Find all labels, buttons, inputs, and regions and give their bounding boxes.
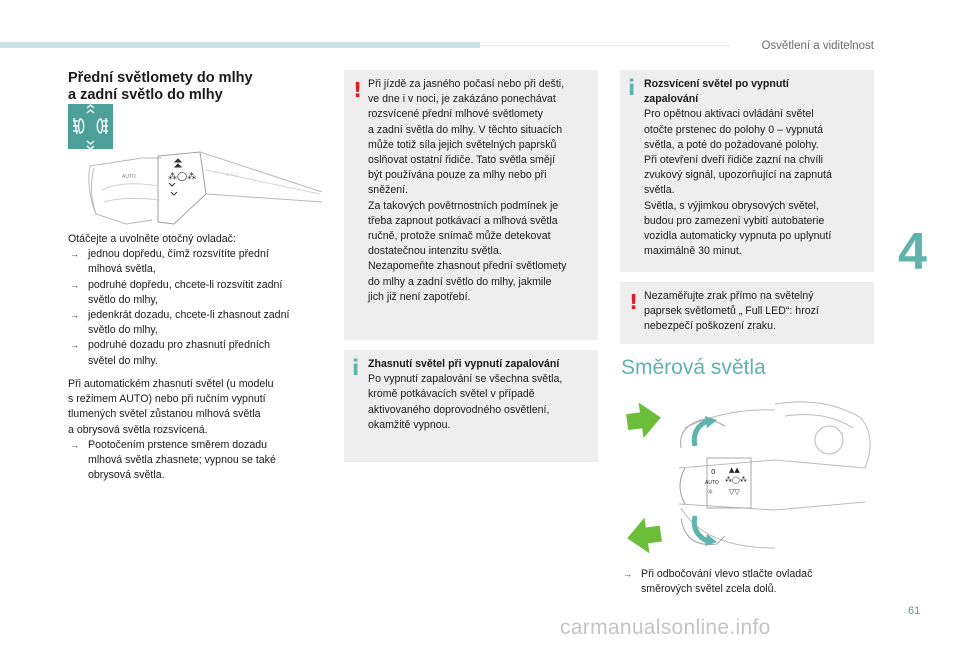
svg-text:⁂◯⁂: ⁂◯⁂ — [168, 172, 197, 182]
svg-text:▲▲: ▲▲ — [729, 466, 740, 474]
list-item: → jednou dopředu, čímž rozsvítíte přední mlhová světla, — [68, 247, 330, 277]
svg-text:AUTO: AUTO — [122, 174, 136, 180]
list-item: → podruhé dozadu pro zhasnutí předních světel do mlhy. — [68, 338, 330, 368]
fog-intro: Otáčejte a uvolněte otočný ovladač: — [68, 233, 236, 245]
fog-auto-bullet — [68, 438, 330, 484]
turn-signal-illustration — [625, 398, 875, 563]
turn-right-arrow-icon — [625, 400, 663, 440]
fog-bullet-list — [68, 247, 330, 369]
list-item: → Pootočením prstence směrem dozadu mlhová světla zhasnete; vypnou se také obrysová světla. — [68, 438, 330, 484]
warning-box-fog — [344, 70, 598, 340]
list-item: → Při odbočování vlevo stlačte ovladač směrových světel zcela dolů. — [621, 567, 883, 597]
svg-text:⁂◯⁂: ⁂◯⁂ — [725, 476, 747, 484]
svg-text:▽▽: ▽▽ — [729, 488, 740, 496]
info-icon: i — [352, 356, 360, 380]
warning-box-led-text: Nezaměřujte zrak přímo na světelný paprsek světlometů „ Full LED“: hrozí nebezpečí poškození zraku. — [644, 290, 819, 333]
fog-lights-icon — [68, 104, 113, 149]
warning-box-text: Při jízdě za jasného počasí nebo při dešti, ve dne i v noci, je zakázáno ponechávat rozsvícené přední mlhové světlomety a zadní světla do mlhy. V těchto situacích může totiž síla jejich světelných paprsků oslňovat ostatní řidiče. Tato světla smějí být používána pouze za mlhy nebo při sněžení. Za takových povětrnostních podmínek je třeba zapnout potkávací a mlhová světla ručně, protože snímač může detekovat dostatečnou intenzitu světla. Nezapomeňte zhasnout přední světlomety do mlhy a zadní světlo do mlhy, jakmile jich již není zapotřebí. — [368, 78, 567, 303]
warning-icon: ! — [353, 78, 363, 102]
fog-title-line-1: Přední světlomety do mlhy — [68, 70, 253, 86]
fog-title-line-2: a zadní světlo do mlhy — [68, 87, 223, 103]
page-number: 61 — [908, 605, 921, 617]
info-box-ignition-off — [344, 350, 598, 462]
svg-text:AUTO: AUTO — [705, 480, 719, 486]
list-item: → podruhé dopředu, chcete-li rozsvítit zadní světlo do mlhy, — [68, 278, 330, 308]
fog-instructions — [68, 232, 330, 369]
turn-signal-instructions — [621, 567, 883, 597]
warning-icon: ! — [629, 290, 639, 314]
header-rule-thin — [480, 45, 730, 46]
svg-text:☼: ☼ — [707, 488, 714, 496]
warning-box-led — [620, 282, 874, 344]
fog-section-title — [68, 70, 253, 104]
fog-auto-paragraph: Při automatickém zhasnutí světel (u modelu s režimem AUTO) nebo při ručním vypnutí tlumených světel zůstanou mlhová světla a obrysová světla rozsvícená. → Pootočením prstence směrem dozadu mlhová světla zhasnete; vypnou se také obrysová světla. — [68, 377, 330, 483]
svg-text:0: 0 — [711, 468, 716, 476]
info-box-on-text: Rozsvícení světel po vypnutí zapalování Pro opětnou aktivaci ovládání světel otočte prstenec do polohy 0 – vypnutá světla, a poté do požadované polohy. Při otevření dveří řidiče zazní na chvíli zvukový signál, upozorňující na zapnutá světla. Světla, s výjimkou obrysových světel, budou pro zamezení vybití autobaterie vozidla automaticky vypnuta po uplynutí maximálně 30 minut. — [644, 78, 832, 258]
info-icon: i — [628, 76, 636, 100]
chapter-number: 4 — [898, 223, 927, 281]
watermark: carmanualsonline.info — [560, 616, 771, 639]
light-stalk-illustration — [82, 150, 327, 237]
header-rule — [0, 42, 480, 48]
svg-text:☼○○: ☼○○ — [224, 171, 239, 178]
turn-signals-title: Směrová světla — [621, 356, 766, 379]
running-header: Osvětlení a viditelnost — [761, 40, 874, 52]
list-item: → jedenkrát dozadu, chcete-li zhasnout zadní světlo do mlhy, — [68, 308, 330, 338]
turn-left-arrow-icon — [625, 516, 663, 556]
info-box-ignition-on — [620, 70, 874, 272]
info-box-off-text: Zhasnutí světel při vypnutí zapalování Po vypnutí zapalování se všechna světla, kromě potkávacích světel v případě aktivovaného doprovodného osvětlení, okamžitě vypnou. — [368, 358, 563, 431]
